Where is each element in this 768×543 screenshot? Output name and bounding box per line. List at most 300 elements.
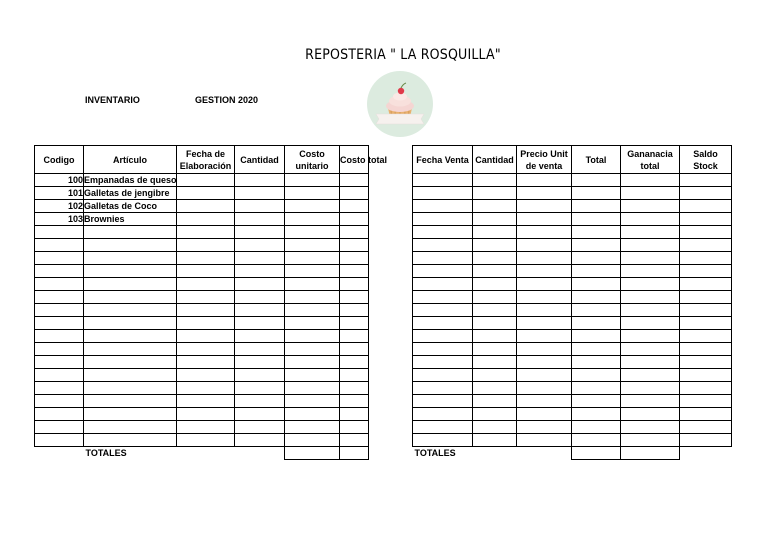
cell-empty bbox=[413, 252, 473, 265]
cell-empty bbox=[572, 434, 621, 447]
cell-empty bbox=[177, 265, 235, 278]
cell-articulo bbox=[84, 382, 177, 395]
cell-empty bbox=[517, 187, 572, 200]
table-row bbox=[413, 395, 732, 408]
cell-empty bbox=[285, 421, 340, 434]
cell-empty bbox=[235, 174, 285, 187]
cell-codigo: 100 bbox=[35, 174, 84, 187]
cell-empty bbox=[413, 265, 473, 278]
cell-empty bbox=[680, 187, 732, 200]
cell-empty bbox=[235, 291, 285, 304]
sales-table bbox=[412, 145, 732, 460]
cell-articulo: Galletas de Coco bbox=[84, 200, 177, 213]
totals-row bbox=[35, 447, 369, 460]
cell-empty bbox=[235, 265, 285, 278]
cell-empty bbox=[680, 330, 732, 343]
cell-empty bbox=[340, 395, 369, 408]
cell-empty bbox=[340, 213, 369, 226]
table-row bbox=[35, 187, 369, 200]
totals-cell bbox=[572, 447, 621, 460]
totals-spacer bbox=[35, 447, 84, 460]
cell-empty bbox=[517, 356, 572, 369]
cell-empty bbox=[340, 278, 369, 291]
cell-empty bbox=[235, 213, 285, 226]
cell-empty bbox=[340, 382, 369, 395]
cell-empty bbox=[285, 187, 340, 200]
cell-empty bbox=[177, 395, 235, 408]
table-row bbox=[35, 278, 369, 291]
cell-articulo bbox=[84, 226, 177, 239]
cell-empty bbox=[680, 369, 732, 382]
cell-empty bbox=[621, 304, 680, 317]
table-row bbox=[413, 421, 732, 434]
header-fecha-elaboracion: Fecha de Elaboración bbox=[177, 146, 235, 174]
cell-articulo bbox=[84, 421, 177, 434]
header-ganancia-total: Gananacia total bbox=[621, 146, 680, 174]
cell-empty bbox=[621, 343, 680, 356]
table-row bbox=[413, 291, 732, 304]
cell-empty bbox=[177, 291, 235, 304]
cell-empty bbox=[621, 226, 680, 239]
cell-empty bbox=[177, 200, 235, 213]
cell-empty bbox=[473, 343, 517, 356]
cell-empty bbox=[680, 200, 732, 213]
cell-codigo bbox=[35, 226, 84, 239]
cell-empty bbox=[572, 239, 621, 252]
cell-empty bbox=[235, 382, 285, 395]
cell-empty bbox=[517, 317, 572, 330]
table-row bbox=[35, 200, 369, 213]
cell-empty bbox=[572, 252, 621, 265]
cell-empty bbox=[473, 291, 517, 304]
cell-empty bbox=[235, 304, 285, 317]
cell-empty bbox=[680, 265, 732, 278]
cell-codigo bbox=[35, 382, 84, 395]
table-row bbox=[35, 317, 369, 330]
table-row bbox=[413, 356, 732, 369]
cell-codigo bbox=[35, 369, 84, 382]
cell-empty bbox=[572, 356, 621, 369]
cell-empty bbox=[285, 291, 340, 304]
table-row bbox=[35, 395, 369, 408]
cell-empty bbox=[285, 369, 340, 382]
cell-empty bbox=[572, 213, 621, 226]
table-row bbox=[35, 408, 369, 421]
header-total: Total bbox=[572, 146, 621, 174]
table-row bbox=[413, 408, 732, 421]
cell-empty bbox=[572, 369, 621, 382]
cell-empty bbox=[235, 356, 285, 369]
cell-empty bbox=[621, 252, 680, 265]
cell-empty bbox=[680, 343, 732, 356]
cell-empty bbox=[473, 239, 517, 252]
table-row bbox=[413, 226, 732, 239]
cell-empty bbox=[177, 356, 235, 369]
table-row bbox=[413, 265, 732, 278]
inventory-table bbox=[34, 145, 387, 460]
cell-empty bbox=[413, 408, 473, 421]
cell-articulo bbox=[84, 317, 177, 330]
table-row bbox=[35, 382, 369, 395]
cell-articulo bbox=[84, 291, 177, 304]
cell-empty bbox=[517, 304, 572, 317]
cell-empty bbox=[340, 265, 369, 278]
cell-empty bbox=[340, 291, 369, 304]
cherry-icon bbox=[398, 88, 404, 94]
cell-empty bbox=[572, 343, 621, 356]
cell-empty bbox=[621, 317, 680, 330]
cell-codigo bbox=[35, 356, 84, 369]
table-row bbox=[413, 343, 732, 356]
cell-empty bbox=[621, 434, 680, 447]
cell-empty bbox=[517, 382, 572, 395]
cell-empty bbox=[680, 174, 732, 187]
cell-empty bbox=[621, 291, 680, 304]
cell-empty bbox=[285, 265, 340, 278]
cell-articulo: Galletas de jengibre bbox=[84, 187, 177, 200]
cell-empty bbox=[680, 434, 732, 447]
cell-codigo bbox=[35, 291, 84, 304]
cell-empty bbox=[572, 421, 621, 434]
cupcake-logo bbox=[366, 70, 434, 138]
cell-empty bbox=[680, 291, 732, 304]
cell-empty bbox=[235, 252, 285, 265]
cell-empty bbox=[517, 252, 572, 265]
cell-empty bbox=[413, 187, 473, 200]
table-row bbox=[413, 213, 732, 226]
cell-empty bbox=[621, 239, 680, 252]
cell-empty bbox=[473, 356, 517, 369]
cell-empty bbox=[572, 291, 621, 304]
cell-empty bbox=[413, 200, 473, 213]
cell-empty bbox=[680, 304, 732, 317]
header-cantidad: Cantidad bbox=[235, 146, 285, 174]
cell-empty bbox=[285, 213, 340, 226]
cell-empty bbox=[680, 317, 732, 330]
cell-codigo bbox=[35, 304, 84, 317]
header-fecha-venta: Fecha Venta bbox=[413, 146, 473, 174]
table-row bbox=[35, 369, 369, 382]
totals-spacer bbox=[177, 447, 235, 460]
cell-articulo bbox=[84, 330, 177, 343]
table-row bbox=[413, 187, 732, 200]
table-row bbox=[413, 252, 732, 265]
totals-label: TOTALES bbox=[413, 447, 473, 460]
cell-empty bbox=[235, 317, 285, 330]
cell-empty bbox=[621, 174, 680, 187]
header-cantidad-venta: Cantidad bbox=[473, 146, 517, 174]
cell-empty bbox=[235, 395, 285, 408]
cell-empty bbox=[621, 421, 680, 434]
cell-articulo: Brownies bbox=[84, 213, 177, 226]
cell-articulo bbox=[84, 343, 177, 356]
header-codigo: Codigo bbox=[35, 146, 84, 174]
cell-articulo bbox=[84, 408, 177, 421]
cell-empty bbox=[473, 304, 517, 317]
cell-articulo: Empanadas de queso bbox=[84, 175, 177, 185]
table-row bbox=[35, 330, 369, 343]
cell-empty bbox=[340, 187, 369, 200]
cell-empty bbox=[473, 226, 517, 239]
table-row bbox=[35, 252, 369, 265]
cell-empty bbox=[621, 278, 680, 291]
table-row bbox=[413, 369, 732, 382]
cell-empty bbox=[572, 330, 621, 343]
cell-empty bbox=[621, 265, 680, 278]
cell-empty bbox=[235, 421, 285, 434]
totals-cell bbox=[621, 447, 680, 460]
table-row bbox=[35, 291, 369, 304]
table-row bbox=[35, 421, 369, 434]
totals-cell bbox=[340, 447, 369, 460]
cell-codigo bbox=[35, 317, 84, 330]
cell-empty bbox=[285, 408, 340, 421]
cell-empty bbox=[177, 278, 235, 291]
table-row bbox=[35, 265, 369, 278]
cell-empty bbox=[340, 252, 369, 265]
cell-empty bbox=[517, 343, 572, 356]
totals-spacer bbox=[473, 447, 517, 460]
cell-codigo: 103 bbox=[35, 213, 84, 226]
cell-empty bbox=[413, 395, 473, 408]
cell-empty bbox=[235, 434, 285, 447]
inventory-header-row bbox=[35, 146, 369, 174]
cell-empty bbox=[235, 200, 285, 213]
table-row bbox=[413, 239, 732, 252]
cell-empty bbox=[285, 226, 340, 239]
cell-empty bbox=[285, 174, 340, 187]
cell-empty bbox=[680, 395, 732, 408]
cell-empty bbox=[285, 304, 340, 317]
cell-codigo bbox=[35, 252, 84, 265]
cell-empty bbox=[680, 226, 732, 239]
cell-empty bbox=[340, 317, 369, 330]
cell-empty bbox=[413, 434, 473, 447]
cell-empty bbox=[177, 213, 235, 226]
cell-empty bbox=[235, 330, 285, 343]
cell-empty bbox=[517, 200, 572, 213]
cell-empty bbox=[621, 330, 680, 343]
cell-empty bbox=[413, 278, 473, 291]
table-row bbox=[35, 239, 369, 252]
cell-codigo bbox=[35, 395, 84, 408]
cell-empty bbox=[285, 239, 340, 252]
cell-empty bbox=[473, 382, 517, 395]
cell-empty bbox=[621, 356, 680, 369]
table-row bbox=[413, 434, 732, 447]
cell-empty bbox=[473, 252, 517, 265]
cell-empty bbox=[413, 317, 473, 330]
cell-empty bbox=[473, 187, 517, 200]
cell-empty bbox=[621, 213, 680, 226]
table-row bbox=[413, 382, 732, 395]
logo-ribbon bbox=[376, 114, 424, 124]
cell-empty bbox=[235, 239, 285, 252]
cell-empty bbox=[517, 291, 572, 304]
cell-empty bbox=[285, 252, 340, 265]
cell-empty bbox=[340, 200, 369, 213]
cell-articulo bbox=[84, 434, 177, 447]
cell-empty bbox=[413, 213, 473, 226]
cell-empty bbox=[473, 174, 517, 187]
cell-empty bbox=[517, 408, 572, 421]
cell-empty bbox=[473, 434, 517, 447]
cell-empty bbox=[177, 434, 235, 447]
cell-empty bbox=[473, 265, 517, 278]
table-row bbox=[413, 304, 732, 317]
cell-empty bbox=[413, 304, 473, 317]
cell-empty bbox=[235, 408, 285, 421]
cell-empty bbox=[413, 226, 473, 239]
cell-empty bbox=[517, 421, 572, 434]
cell-empty bbox=[517, 226, 572, 239]
cell-empty bbox=[177, 226, 235, 239]
cell-codigo bbox=[35, 408, 84, 421]
totals-row bbox=[413, 447, 732, 460]
cell-articulo bbox=[84, 395, 177, 408]
cell-codigo bbox=[35, 278, 84, 291]
cell-empty bbox=[285, 434, 340, 447]
cell-codigo: 101 bbox=[35, 187, 84, 200]
cell-empty bbox=[680, 252, 732, 265]
cell-empty bbox=[473, 317, 517, 330]
cell-empty bbox=[572, 174, 621, 187]
cell-empty bbox=[621, 187, 680, 200]
cell-articulo bbox=[84, 278, 177, 291]
management-year-label: GESTION 2020 bbox=[195, 95, 259, 105]
cell-empty bbox=[473, 213, 517, 226]
cell-empty bbox=[177, 421, 235, 434]
cell-empty bbox=[340, 421, 369, 434]
cell-empty bbox=[621, 408, 680, 421]
cell-empty bbox=[680, 408, 732, 421]
cell-codigo bbox=[35, 343, 84, 356]
header-costo-total: Costo total bbox=[340, 146, 369, 174]
cell-empty bbox=[413, 174, 473, 187]
cell-empty bbox=[285, 382, 340, 395]
cell-empty bbox=[517, 369, 572, 382]
cell-codigo bbox=[35, 265, 84, 278]
cell-empty bbox=[517, 213, 572, 226]
cell-empty bbox=[340, 226, 369, 239]
cell-empty bbox=[177, 369, 235, 382]
cell-empty bbox=[177, 174, 235, 187]
cell-articulo bbox=[84, 356, 177, 369]
cell-empty bbox=[413, 356, 473, 369]
cell-empty bbox=[177, 317, 235, 330]
cell-empty bbox=[680, 356, 732, 369]
cell-empty bbox=[340, 330, 369, 343]
cell-empty bbox=[340, 239, 369, 252]
cell-empty bbox=[572, 382, 621, 395]
totals-spacer bbox=[680, 447, 732, 460]
totals-spacer bbox=[235, 447, 285, 460]
cell-empty bbox=[235, 226, 285, 239]
table-row bbox=[413, 174, 732, 187]
cell-empty bbox=[621, 200, 680, 213]
table-row bbox=[35, 356, 369, 369]
cell-empty bbox=[517, 395, 572, 408]
cell-empty bbox=[572, 200, 621, 213]
cell-empty bbox=[177, 252, 235, 265]
cell-empty bbox=[340, 304, 369, 317]
cell-empty bbox=[413, 291, 473, 304]
cell-empty bbox=[285, 356, 340, 369]
table-row bbox=[35, 226, 369, 239]
header-articulo: Artículo bbox=[84, 146, 177, 174]
cell-codigo: 102 bbox=[35, 200, 84, 213]
cell-empty bbox=[177, 343, 235, 356]
cell-empty bbox=[517, 174, 572, 187]
sales-header-row bbox=[413, 146, 732, 174]
cell-empty bbox=[680, 382, 732, 395]
cell-empty bbox=[517, 265, 572, 278]
cell-empty bbox=[285, 343, 340, 356]
cell-articulo bbox=[84, 369, 177, 382]
table-row bbox=[35, 174, 369, 187]
page-title: REPOSTERIA " LA ROSQUILLA" bbox=[305, 47, 501, 63]
header-precio-unit: Precio Unit de venta bbox=[517, 146, 572, 174]
cell-empty bbox=[413, 382, 473, 395]
totals-label: TOTALES bbox=[84, 447, 177, 460]
header-costo-unitario: Costo unitario bbox=[285, 146, 340, 174]
cell-empty bbox=[285, 317, 340, 330]
cell-empty bbox=[340, 174, 369, 187]
cell-empty bbox=[517, 278, 572, 291]
cell-empty bbox=[340, 408, 369, 421]
cell-articulo bbox=[84, 239, 177, 252]
cell-empty bbox=[473, 330, 517, 343]
cell-empty bbox=[572, 278, 621, 291]
cell-empty bbox=[473, 200, 517, 213]
table-row bbox=[413, 317, 732, 330]
cell-empty bbox=[572, 187, 621, 200]
cell-empty bbox=[680, 213, 732, 226]
cell-empty bbox=[235, 187, 285, 200]
cell-empty bbox=[413, 239, 473, 252]
cell-empty bbox=[413, 330, 473, 343]
cell-empty bbox=[473, 369, 517, 382]
cell-empty bbox=[413, 343, 473, 356]
cell-empty bbox=[235, 343, 285, 356]
cell-empty bbox=[340, 356, 369, 369]
cell-articulo bbox=[84, 304, 177, 317]
cell-empty bbox=[235, 278, 285, 291]
cell-empty bbox=[572, 408, 621, 421]
cell-empty bbox=[177, 382, 235, 395]
cell-codigo bbox=[35, 330, 84, 343]
cell-empty bbox=[177, 187, 235, 200]
cell-empty bbox=[517, 330, 572, 343]
cell-empty bbox=[572, 317, 621, 330]
table-row bbox=[35, 343, 369, 356]
table-row bbox=[35, 434, 369, 447]
cell-empty bbox=[621, 395, 680, 408]
cell-empty bbox=[680, 421, 732, 434]
cell-empty bbox=[621, 382, 680, 395]
cell-empty bbox=[517, 434, 572, 447]
cell-empty bbox=[285, 395, 340, 408]
totals-cell bbox=[285, 447, 340, 460]
cell-empty bbox=[177, 408, 235, 421]
cell-empty bbox=[572, 226, 621, 239]
cell-empty bbox=[413, 369, 473, 382]
table-row bbox=[413, 278, 732, 291]
cell-empty bbox=[285, 278, 340, 291]
cell-empty bbox=[572, 265, 621, 278]
cell-empty bbox=[473, 408, 517, 421]
cell-empty bbox=[680, 278, 732, 291]
